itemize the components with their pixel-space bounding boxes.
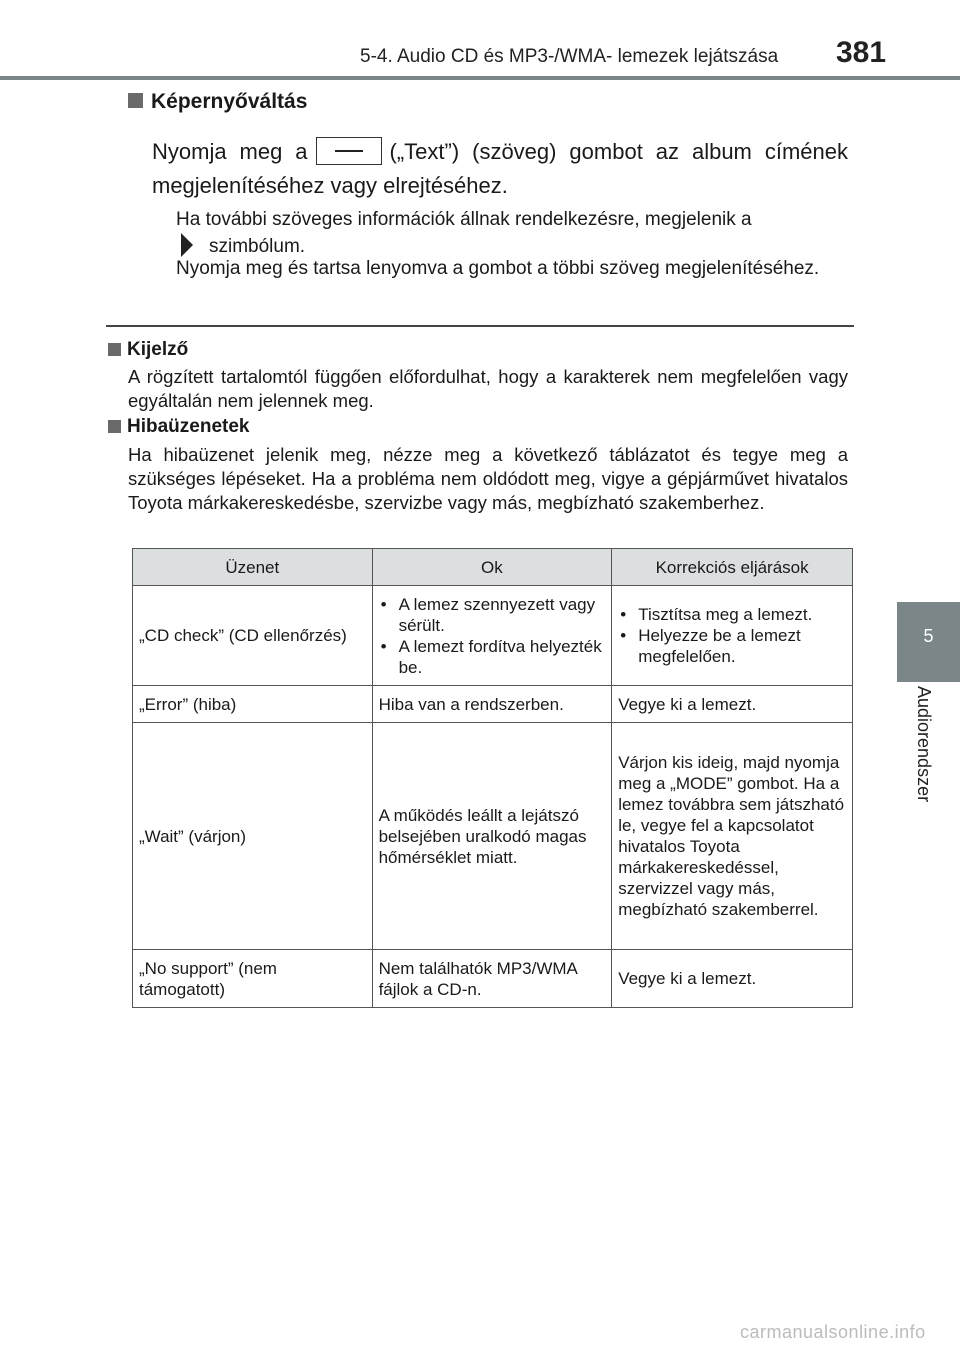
note-more-text-line1: Ha további szöveges információk állnak rendelkezésre, megjelenik a xyxy=(176,209,752,230)
text-button-icon xyxy=(316,137,382,165)
screen-switch-instruction xyxy=(152,135,848,203)
screen-switch-heading-text: Képernyőváltás xyxy=(151,90,308,113)
message-cell: „CD check” (CD ellenőrzés) xyxy=(133,586,373,686)
message-cell: „Error” (hiba) xyxy=(133,686,373,723)
message-cell: „No support” (nem támogatott) xyxy=(133,950,373,1008)
action-cell: Várjon kis ideig, majd nyomja meg a „MODE” gombot. Ha a lemez továbbra sem játszható le, vegye fel a kapcsolatot hivatalos Toyota márkakereskedéssel, szervizzel vagy más, megbízható szakemberrel. xyxy=(612,723,853,950)
list-item: • A lemez szennyezett vagy sérült. xyxy=(379,594,606,636)
action-cell xyxy=(612,586,853,686)
header-cause: Ok xyxy=(372,549,612,586)
display-heading xyxy=(108,339,188,361)
table-row xyxy=(133,586,853,686)
page-number: 381 xyxy=(836,36,887,69)
table-row xyxy=(133,686,853,723)
table-row xyxy=(133,723,853,950)
list-item: • A lemezt fordítva helyezték be. xyxy=(379,636,606,678)
action-cell: Vegye ki a lemezt. xyxy=(612,950,853,1008)
square-bullet-icon xyxy=(128,93,143,108)
square-bullet-icon xyxy=(108,420,121,433)
note-more-text-line2 xyxy=(181,233,853,259)
cause-cell: A működés leállt a lejátszó belsejében uralkodó magas hőmérséklet miatt. xyxy=(372,723,612,950)
chapter-tab xyxy=(897,602,960,682)
error-messages-text: Ha hibaüzenet jelenik meg, nézze meg a következő táblázatot és tegye meg a szükséges lépéseket. Ha a probléma nem oldódott meg, vigye a gépjárművet hivatalos Toyota márkakereskedésbe, szervizbe vagy más, megbízható szakemberhez. xyxy=(128,444,848,513)
header-message: Üzenet xyxy=(133,549,373,586)
error-messages-heading-text: Hibaüzenetek xyxy=(127,416,250,437)
display-heading-text: Kijelző xyxy=(127,339,189,360)
chapter-number: 5 xyxy=(923,626,934,646)
chapter-label: Audiorendszer xyxy=(914,686,934,803)
note-hold-button: Nyomja meg és tartsa lenyomva a gombot a többi szöveg megjelenítéséhez. xyxy=(176,258,820,279)
error-table xyxy=(132,548,853,1008)
cause-cell xyxy=(372,586,612,686)
display-text: A rögzített tartalomtól függően előfordulhat, hogy a karakterek nem megfelelően vagy egyáltalán nem jelennek meg. xyxy=(128,366,848,411)
table-row xyxy=(133,950,853,1008)
message-cell: „Wait” (várjon) xyxy=(133,723,373,950)
header-action: Korrekciós eljárások xyxy=(612,549,853,586)
table-header-row xyxy=(133,549,853,586)
square-bullet-icon xyxy=(108,343,121,356)
action-cell: Vegye ki a lemezt. xyxy=(612,686,853,723)
error-messages-heading xyxy=(108,416,249,438)
more-text-arrow-icon xyxy=(181,233,193,257)
section-title: 5-4. Audio CD és MP3-/WMA- lemezek lejátszása xyxy=(360,46,779,67)
cause-cell: Hiba van a rendszerben. xyxy=(372,686,612,723)
screen-switch-heading xyxy=(128,90,307,114)
cause-cell: Nem találhatók MP3/WMA fájlok a CD-n. xyxy=(372,950,612,1008)
section-divider xyxy=(106,325,854,327)
list-item: • Tisztítsa meg a lemezt. xyxy=(618,604,846,625)
header-rule xyxy=(0,76,960,80)
list-item: • Helyezze be a lemezt megfelelően. xyxy=(618,625,846,667)
instruction-after: („Text”) (szöveg) gombot az album címének megjelenítéséhez vagy elrejtéséhez. xyxy=(152,139,848,198)
symbol-word: szimbólum. xyxy=(209,236,306,257)
instruction-before: Nyomja meg a xyxy=(152,139,308,164)
watermark: carmanualsonline.info xyxy=(740,1322,926,1342)
